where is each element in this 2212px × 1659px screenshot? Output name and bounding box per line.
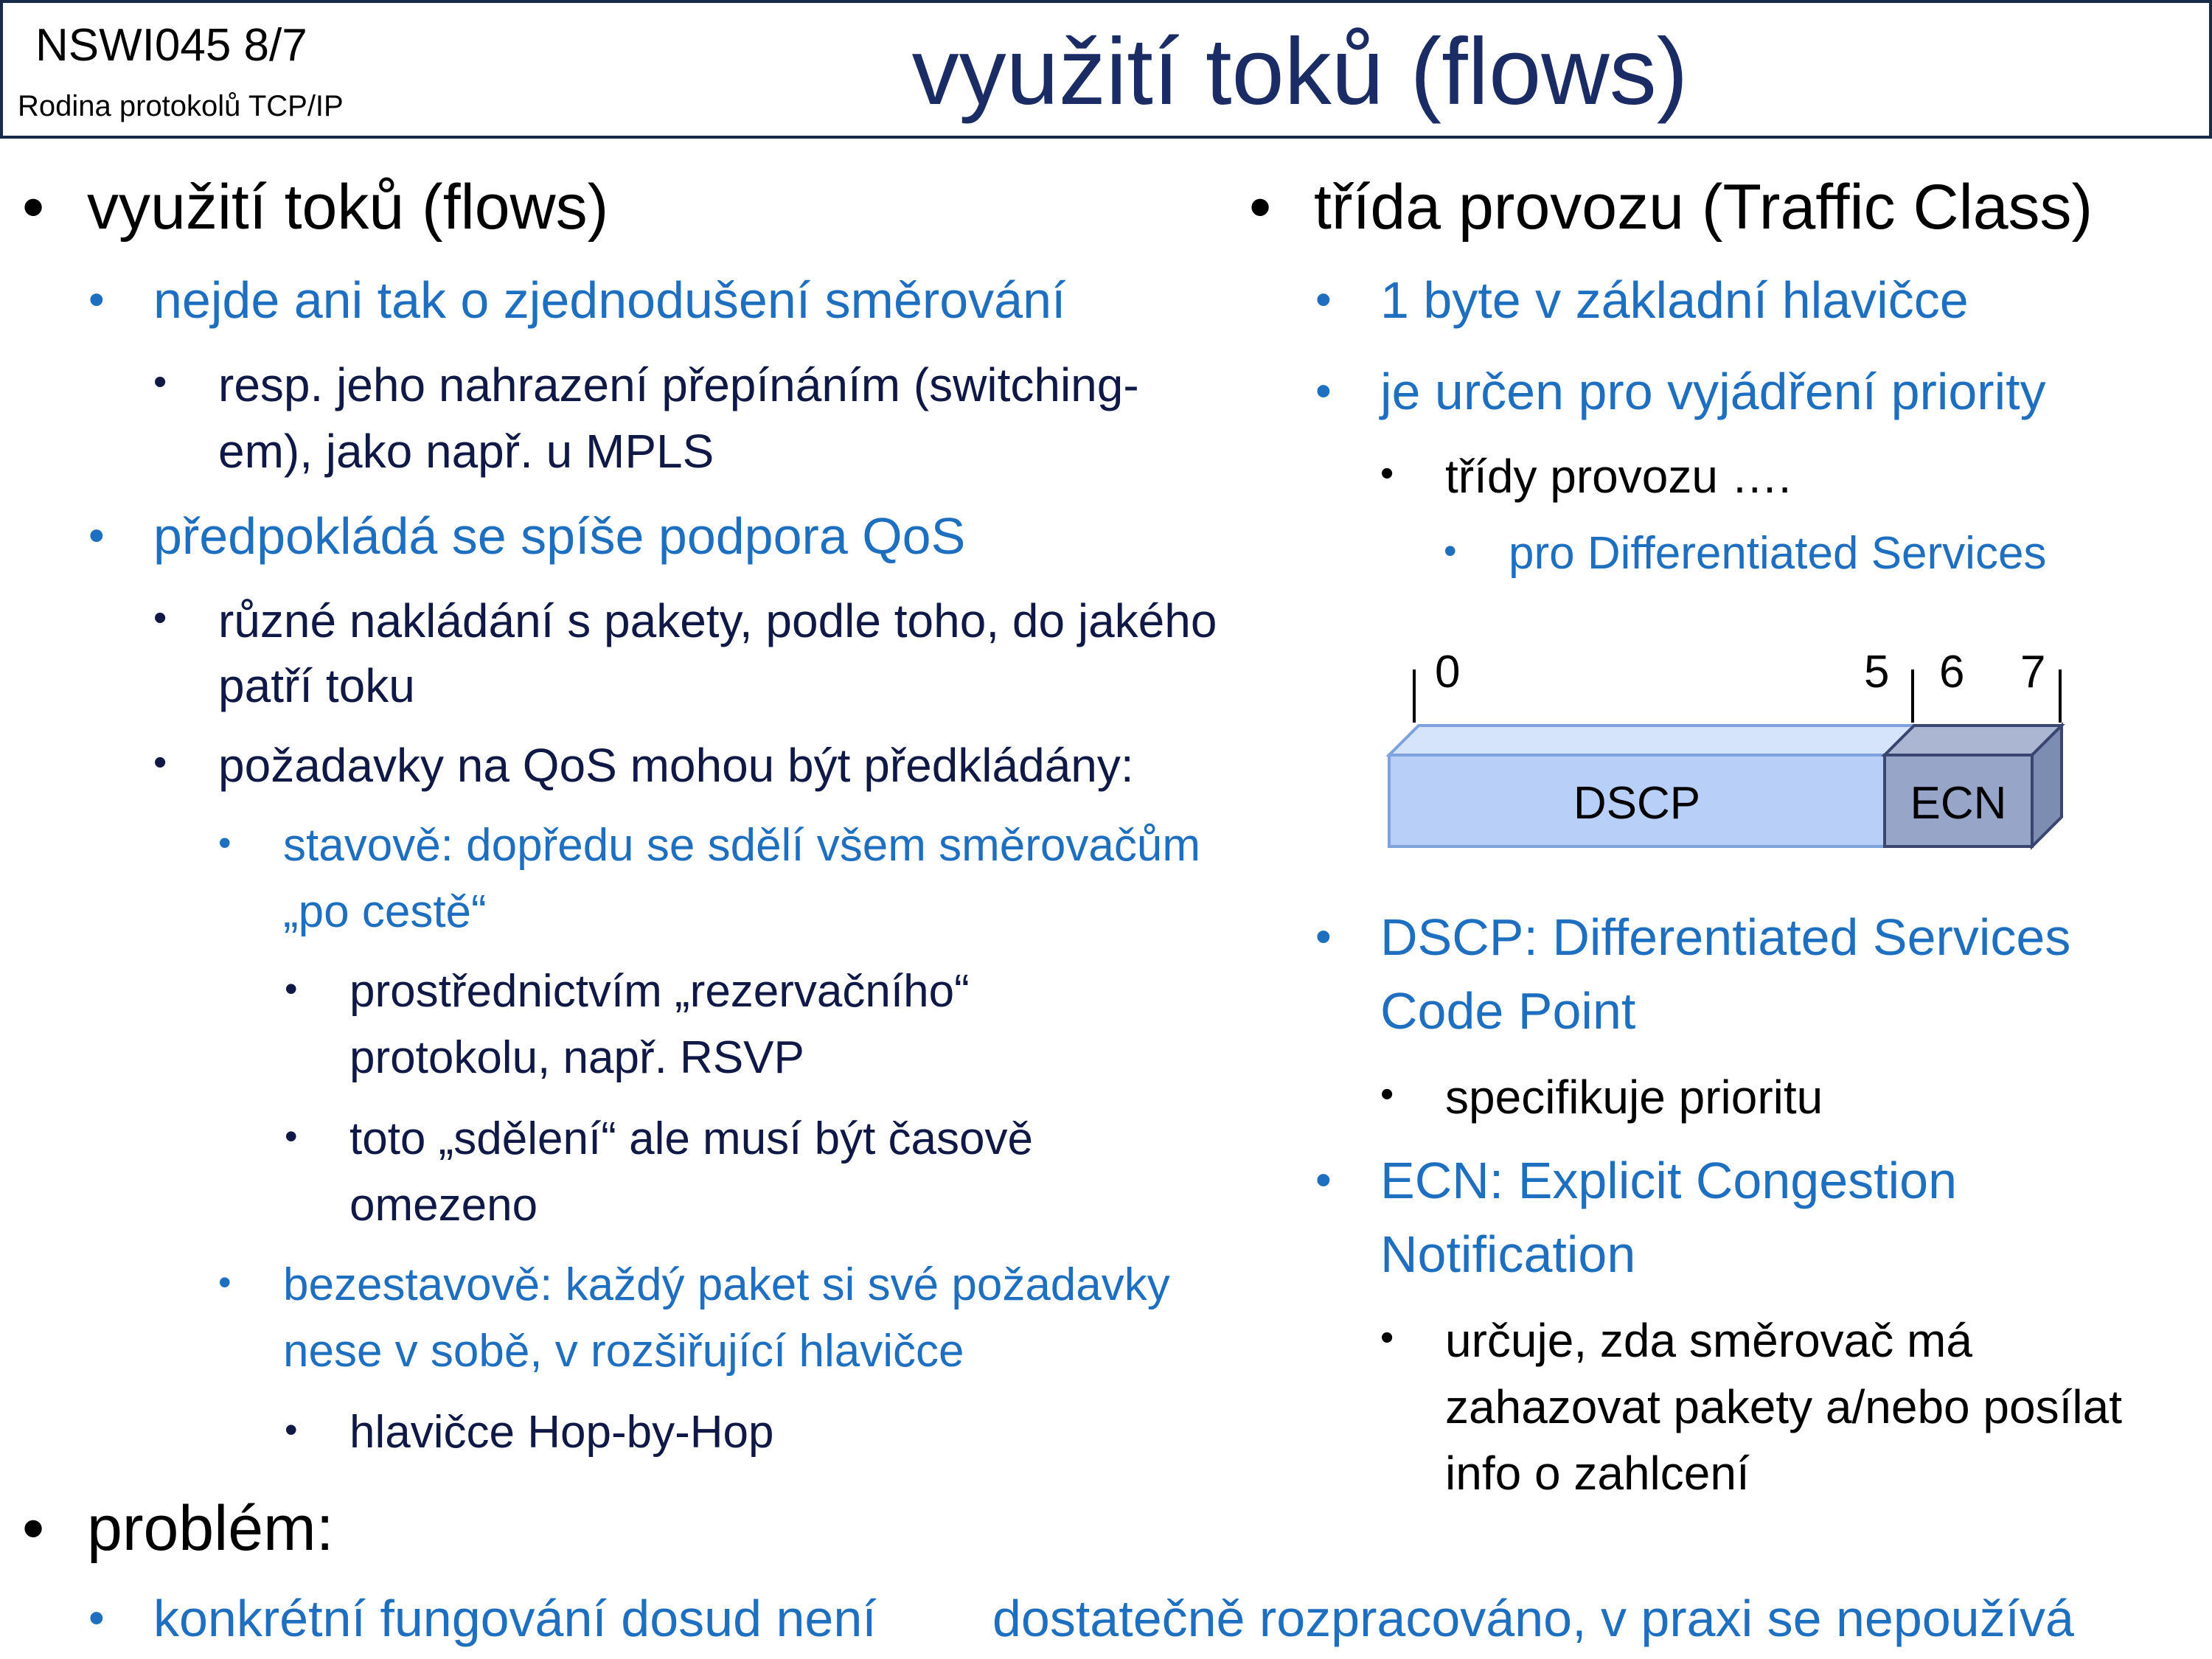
bit-0-label: 0: [1435, 647, 1461, 698]
right-item-byte: • 1 byte v základní hlavičce: [1380, 274, 1969, 326]
left-stateless-hop: • hlavičce Hop-by-Hop: [349, 1410, 773, 1455]
right-subitem-priority: • specifikuje prioritu: [1445, 1074, 1823, 1121]
left-heading: • využití toků (flows): [87, 175, 608, 239]
dscp-top-face: [1389, 726, 1914, 755]
right-subitem-classes: • třídy provozu ….: [1445, 453, 1792, 500]
right-subsub-diffserv: • pro Differentiated Services: [1509, 531, 2046, 577]
dscp-label: DSCP: [1573, 778, 1701, 829]
bit-7-label: 7: [2020, 647, 2046, 698]
right-item-dscp-cont: Code Point: [1380, 982, 1636, 1040]
right-item-priority: • je určen pro vyjádření priority: [1380, 366, 2046, 417]
bottom-heading: • problém:: [87, 1497, 334, 1560]
left-stateful: • stavově: dopředu se sdělí všem směrovačům: [283, 823, 1200, 869]
traffic-class-diagram: [1371, 634, 2079, 870]
left-stateful-cont: „po cestě“: [283, 886, 487, 937]
course-code: NSWI045 8/7: [35, 20, 307, 71]
ecn-label: ECN: [1910, 778, 2007, 829]
left-subitem-qos-requests: • požadavky na QoS mohou být předkládány:: [218, 742, 1134, 789]
right-item-ecn-cont: Notification: [1380, 1225, 1636, 1283]
bottom-item-part2: dostatečně rozpracováno, v praxi se nepoužívá: [992, 1590, 2074, 1647]
right-subitem-ecn-cont1: zahazovat pakety a/nebo posílat: [1445, 1380, 2122, 1433]
left-subitem-packets: • různé nakládání s pakety, podle toho, do jakého: [218, 597, 1217, 644]
bottom-item-part1: • konkrétní fungování dosud není: [153, 1593, 877, 1644]
left-item-simplify-routing: • nejde ani tak o zjednodušení směrování: [153, 274, 1065, 326]
bit-6-label: 6: [1939, 647, 1965, 698]
left-stateful-time-cont: omezeno: [349, 1180, 538, 1231]
right-subitem-ecn: • určuje, zda směrovač má: [1445, 1317, 1972, 1364]
course-info-box: [0, 0, 394, 139]
right-heading: • třída provozu (Traffic Class): [1314, 175, 2093, 239]
left-stateless-cont: nese v sobě, v rozšiřující hlavičce: [283, 1326, 964, 1377]
left-item-qos: • předpokládá se spíše podpora QoS: [153, 510, 965, 562]
left-stateless: • bezestavově: každý paket si své požadavky: [283, 1262, 1170, 1308]
left-stateful-rsvp-cont: protokolu, např. RSVP: [349, 1032, 804, 1083]
right-item-ecn: • ECN: Explicit Congestion: [1380, 1155, 1957, 1206]
course-subtitle: Rodina protokolů TCP/IP: [18, 90, 344, 122]
left-stateful-time: • toto „sdělení“ ale musí být časově: [349, 1116, 1033, 1162]
left-subitem-packets-cont: patří toku: [218, 659, 415, 712]
right-subitem-ecn-cont2: info o zahlcení: [1445, 1447, 1750, 1500]
bit-5-label: 5: [1864, 647, 1890, 698]
left-stateful-rsvp: • prostřednictvím „rezervačního“: [349, 969, 970, 1015]
page-title: využití toků (flows): [911, 19, 1688, 125]
right-item-dscp: • DSCP: Differentiated Services: [1380, 911, 2070, 963]
left-subitem-switching: • resp. jeho nahrazení přepínáním (switching-: [218, 361, 1139, 408]
left-subitem-switching-cont: em), jako např. u MPLS: [218, 425, 714, 478]
title-box: [391, 0, 2212, 139]
